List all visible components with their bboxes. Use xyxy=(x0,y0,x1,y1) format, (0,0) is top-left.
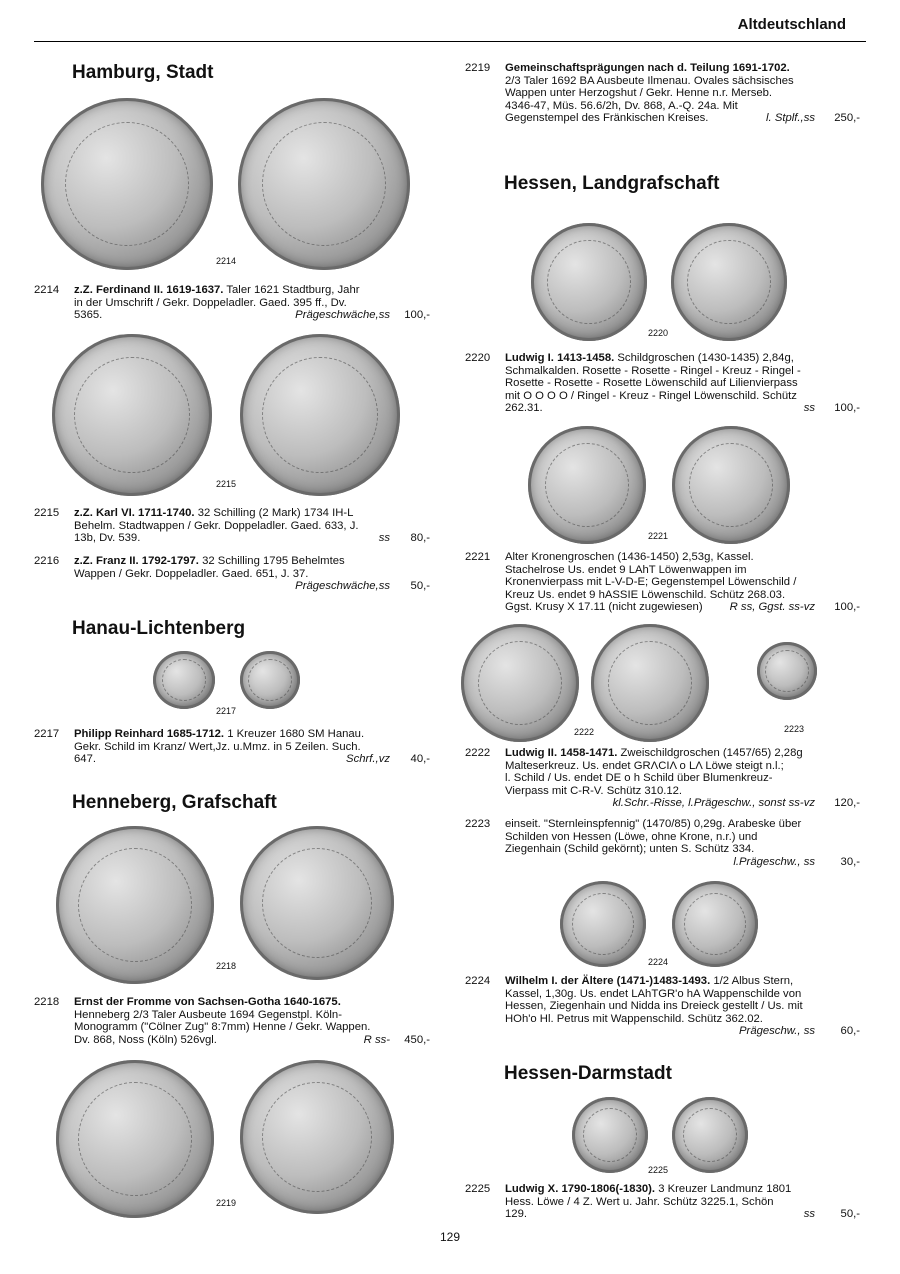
lot-2220 xyxy=(465,352,860,418)
lot-number: 2215 xyxy=(34,507,60,519)
lot-2219 xyxy=(465,62,860,126)
lot-ruler: z.Z. Franz II. 1792-1797. xyxy=(74,555,199,567)
page-number: 129 xyxy=(439,1230,461,1244)
lot-ruler: Ludwig II. 1458-1471. xyxy=(505,747,618,759)
lot-number: 2214 xyxy=(34,284,60,296)
lot-2218 xyxy=(34,996,430,1046)
coin-2221-reverse xyxy=(672,426,790,544)
coin-2222-reverse xyxy=(591,624,709,742)
lot-price: 60,- xyxy=(840,1025,860,1037)
lot-ruler: z.Z. Ferdinand II. 1619-1637. xyxy=(74,284,224,296)
lot-ruler: Gemeinschaftsprägungen nach d. Teilung 1691-1702. xyxy=(505,62,790,74)
lot-number: 2216 xyxy=(34,555,60,567)
coin-label: 2215 xyxy=(216,479,237,489)
lot-number: 2222 xyxy=(465,747,491,759)
lot-price: 450,- xyxy=(404,1034,430,1046)
coin-2220-obverse xyxy=(531,223,647,341)
coin-label: 2221 xyxy=(648,531,669,541)
lot-description: Ernst der Fromme von Sachsen-Gotha 1640-1675. Henneberg 2/3 Taler Ausbeute 1694 Gegenstpl. Köln- Monogramm ("Cölner Zug" 8:7mm) Henne / Gekr. Wappen. Dv. 868, Noss (Köln) 526vgl. R ss- xyxy=(74,996,390,1046)
lot-price: 80,- xyxy=(410,532,430,544)
lot-description: einseit. "Sternleinspfennig" (1470/85) 0,29g. Arabeske über Schilden von Hessen (Löwe, ohne Krone, n.r.) und Ziegenhain (Schild gekörnt); unten S. Schütz 334. l.Prägeschw., ss xyxy=(505,818,815,868)
lot-number: 2225 xyxy=(465,1183,491,1195)
coin-2225-obverse xyxy=(572,1097,648,1173)
coin-label: 2218 xyxy=(216,961,237,971)
lot-price: 50,- xyxy=(410,580,430,592)
lot-price: 100,- xyxy=(834,601,860,613)
lot-grade: l.Prägeschw., ss xyxy=(733,855,815,868)
coin-label: 2223 xyxy=(784,724,805,734)
lot-ruler: Ernst der Fromme von Sachsen-Gotha 1640-1675. xyxy=(74,996,341,1008)
lot-description: Alter Kronengroschen (1436-1450) 2,53g, Kassel. Stachelrose Us. endet 9 LAhT Löwenwappen im Kronenvierpass mit L-V-D-E; Gegenstempel Löwenschild / Kreuz Us. endet 9 hASSIE Löwenschild. Schütz 268.03. Ggst. Krusy X 17.11 (nicht zugewiesen) R ss, Ggst. ss-vz xyxy=(505,551,815,614)
header-rule xyxy=(34,41,866,42)
section-title-hessen: Hessen, Landgrafschaft xyxy=(504,173,720,194)
coin-label: 2220 xyxy=(648,328,669,338)
lot-grade: Prägeschwäche,ss xyxy=(295,309,390,322)
coin-2224-obverse xyxy=(560,881,646,967)
lot-grade: Prägeschw., ss xyxy=(739,1025,815,1038)
coin-2223 xyxy=(757,642,817,700)
coin-2215-reverse xyxy=(240,334,400,496)
coin-label: 2219 xyxy=(216,1198,237,1208)
lot-number: 2221 xyxy=(465,551,491,563)
coin-2217-reverse xyxy=(240,651,300,709)
lot-2214 xyxy=(34,284,430,324)
lot-description: z.Z. Ferdinand II. 1619-1637. Taler 1621 Stadtburg, Jahr in der Umschrift / Gekr. Doppeladler. Gaed. 395 ff., Dv. 5365. Prägeschwäche,ss xyxy=(74,284,390,322)
lot-number: 2223 xyxy=(465,818,491,830)
lot-2221 xyxy=(465,551,860,617)
lot-price: 100,- xyxy=(404,309,430,321)
lot-grade: R ss, Ggst. ss-vz xyxy=(729,601,815,614)
lot-price: 100,- xyxy=(834,402,860,414)
coin-2224-reverse xyxy=(672,881,758,967)
lot-grade: ss xyxy=(803,402,815,415)
lot-grade: ss xyxy=(378,532,390,545)
lot-description: Philipp Reinhard 1685-1712. 1 Kreuzer 1680 SM Hanau. Gekr. Schild im Kranz/ Wert,Jz. u.Mmz. in 5 Zeilen. Such. 647. Schrf.,vz xyxy=(74,728,390,766)
coin-2225-reverse xyxy=(672,1097,748,1173)
lot-price: 40,- xyxy=(410,753,430,765)
lot-price: 120,- xyxy=(834,797,860,809)
lot-grade: ss xyxy=(803,1208,815,1221)
lot-description: z.Z. Karl VI. 1711-1740. 32 Schilling (2 Mark) 1734 IH-L Behelm. Stadtwappen / Gekr. Doppeladler. Gaed. 633, J. 13b, Dv. 539. ss xyxy=(74,507,390,545)
coin-label: 2224 xyxy=(648,957,669,967)
lot-description: z.Z. Franz II. 1792-1797. 32 Schilling 1795 Behelmtes Wappen / Gekr. Doppeladler. Gaed. 651, J. 37. Prägeschwäche,ss xyxy=(74,555,390,593)
lot-ruler: z.Z. Karl VI. 1711-1740. xyxy=(74,507,195,519)
coin-2217-obverse xyxy=(153,651,215,709)
lot-price: 50,- xyxy=(840,1208,860,1220)
lot-ruler: Ludwig I. 1413-1458. xyxy=(505,352,615,364)
lot-number: 2224 xyxy=(465,975,491,987)
coin-label: 2222 xyxy=(574,727,595,737)
lot-grade: l. Stplf.,ss xyxy=(766,112,815,125)
lot-number: 2219 xyxy=(465,62,491,74)
lot-2224 xyxy=(465,975,860,1039)
lot-2222 xyxy=(465,747,860,811)
section-title-hanau: Hanau-Lichtenberg xyxy=(72,618,246,639)
lot-description: Ludwig X. 1790-1806(-1830). 3 Kreuzer Landmunz 1801 Hess. Löwe / 4 Z. Wert u. Jahr. Schütz 3225.1, Schön 129. ss xyxy=(505,1183,815,1221)
coin-2215-obverse xyxy=(52,334,212,496)
section-title-darmstadt: Hessen-Darmstadt xyxy=(504,1063,672,1084)
lot-2215 xyxy=(34,507,430,547)
lot-description: Gemeinschaftsprägungen nach d. Teilung 1691-1702. 2/3 Taler 1692 BA Ausbeute Ilmenau. Ovales sächsisches Wappen unter Herzogshut / Gekr. Henne n.r. Merseb. 4346-47, Müs. 56.6/2h, Dv. 868, A.-Q. 24a. Mit Gegenstempel des Fränkischen Kreises. l. Stplf.,ss xyxy=(505,62,815,125)
lot-ruler: Philipp Reinhard 1685-1712. xyxy=(74,728,225,740)
coin-2222-obverse xyxy=(461,624,579,742)
lot-2223 xyxy=(465,818,860,870)
lot-2225 xyxy=(465,1183,860,1223)
lot-number: 2220 xyxy=(465,352,491,364)
lot-description: Ludwig I. 1413-1458. Schildgroschen (1430-1435) 2,84g, Schmalkalden. Rosette - Rosette - Ringel - Kreuz - Ringel - Rosette - Rosette - Rosette Löwenschild auf Lilienvierpass mit O O O O / Ringel - Kreuz - Ringel Löwenschild. Schütz 262.31. ss xyxy=(505,352,815,415)
coin-2220-reverse xyxy=(671,223,787,341)
section-title-hamburg: Hamburg, Stadt xyxy=(72,62,214,83)
lot-price: 250,- xyxy=(834,112,860,124)
coin-2219-reverse xyxy=(240,1060,394,1214)
coin-2218-obverse xyxy=(56,826,214,984)
lot-ruler: Ludwig X. 1790-1806(-1830). xyxy=(505,1183,656,1195)
coin-2221-obverse xyxy=(528,426,646,544)
lot-price: 30,- xyxy=(840,856,860,868)
coin-label: 2217 xyxy=(216,706,237,716)
lot-grade: kl.Schr.-Risse, l.Prägeschw., sonst ss-vz xyxy=(612,797,815,810)
lot-grade: R ss- xyxy=(363,1033,390,1046)
lot-number: 2218 xyxy=(34,996,60,1008)
lot-description: Ludwig II. 1458-1471. Zweischildgroschen (1457/65) 2,28g Malteserkreuz. Us. endet GRΛCIΛ o LΛ Löwe steigt n.l.; l. Schild / Us. endet DE o h Schild über Blumenkreuz- Vierpass mit C-R-V. Schütz 310.12. kl.Schr.-Risse, l.Prägeschw., sonst ss-vz xyxy=(505,747,815,810)
lot-grade: Prägeschwäche,ss xyxy=(295,580,390,593)
coin-2214-reverse xyxy=(238,98,410,270)
lot-grade: Schrf.,vz xyxy=(346,753,390,766)
lot-description: Wilhelm I. der Ältere (1471-)1483-1493. 1/2 Albus Stern, Kassel, 1,30g. Us. endet LAhTGR'o hA Wappenschilde von Hessen, Ziegenhain und Nidda ins Dreieck gestellt / Us. mit HOh'o Hl. Petrus mit Wappenschild. Schütz 362.02. Prägeschw., ss xyxy=(505,975,815,1038)
lot-2217 xyxy=(34,728,430,768)
running-header: Altdeutschland xyxy=(737,16,846,33)
lot-2216 xyxy=(34,555,430,595)
coin-label: 2214 xyxy=(216,256,237,266)
section-title-henneberg: Henneberg, Grafschaft xyxy=(72,792,277,813)
coin-2214-obverse xyxy=(41,98,213,270)
coin-2218-reverse xyxy=(240,826,394,980)
coin-label: 2225 xyxy=(648,1165,669,1175)
coin-2219-obverse xyxy=(56,1060,214,1218)
lot-number: 2217 xyxy=(34,728,60,740)
lot-ruler: Wilhelm I. der Ältere (1471-)1483-1493. xyxy=(505,975,711,987)
